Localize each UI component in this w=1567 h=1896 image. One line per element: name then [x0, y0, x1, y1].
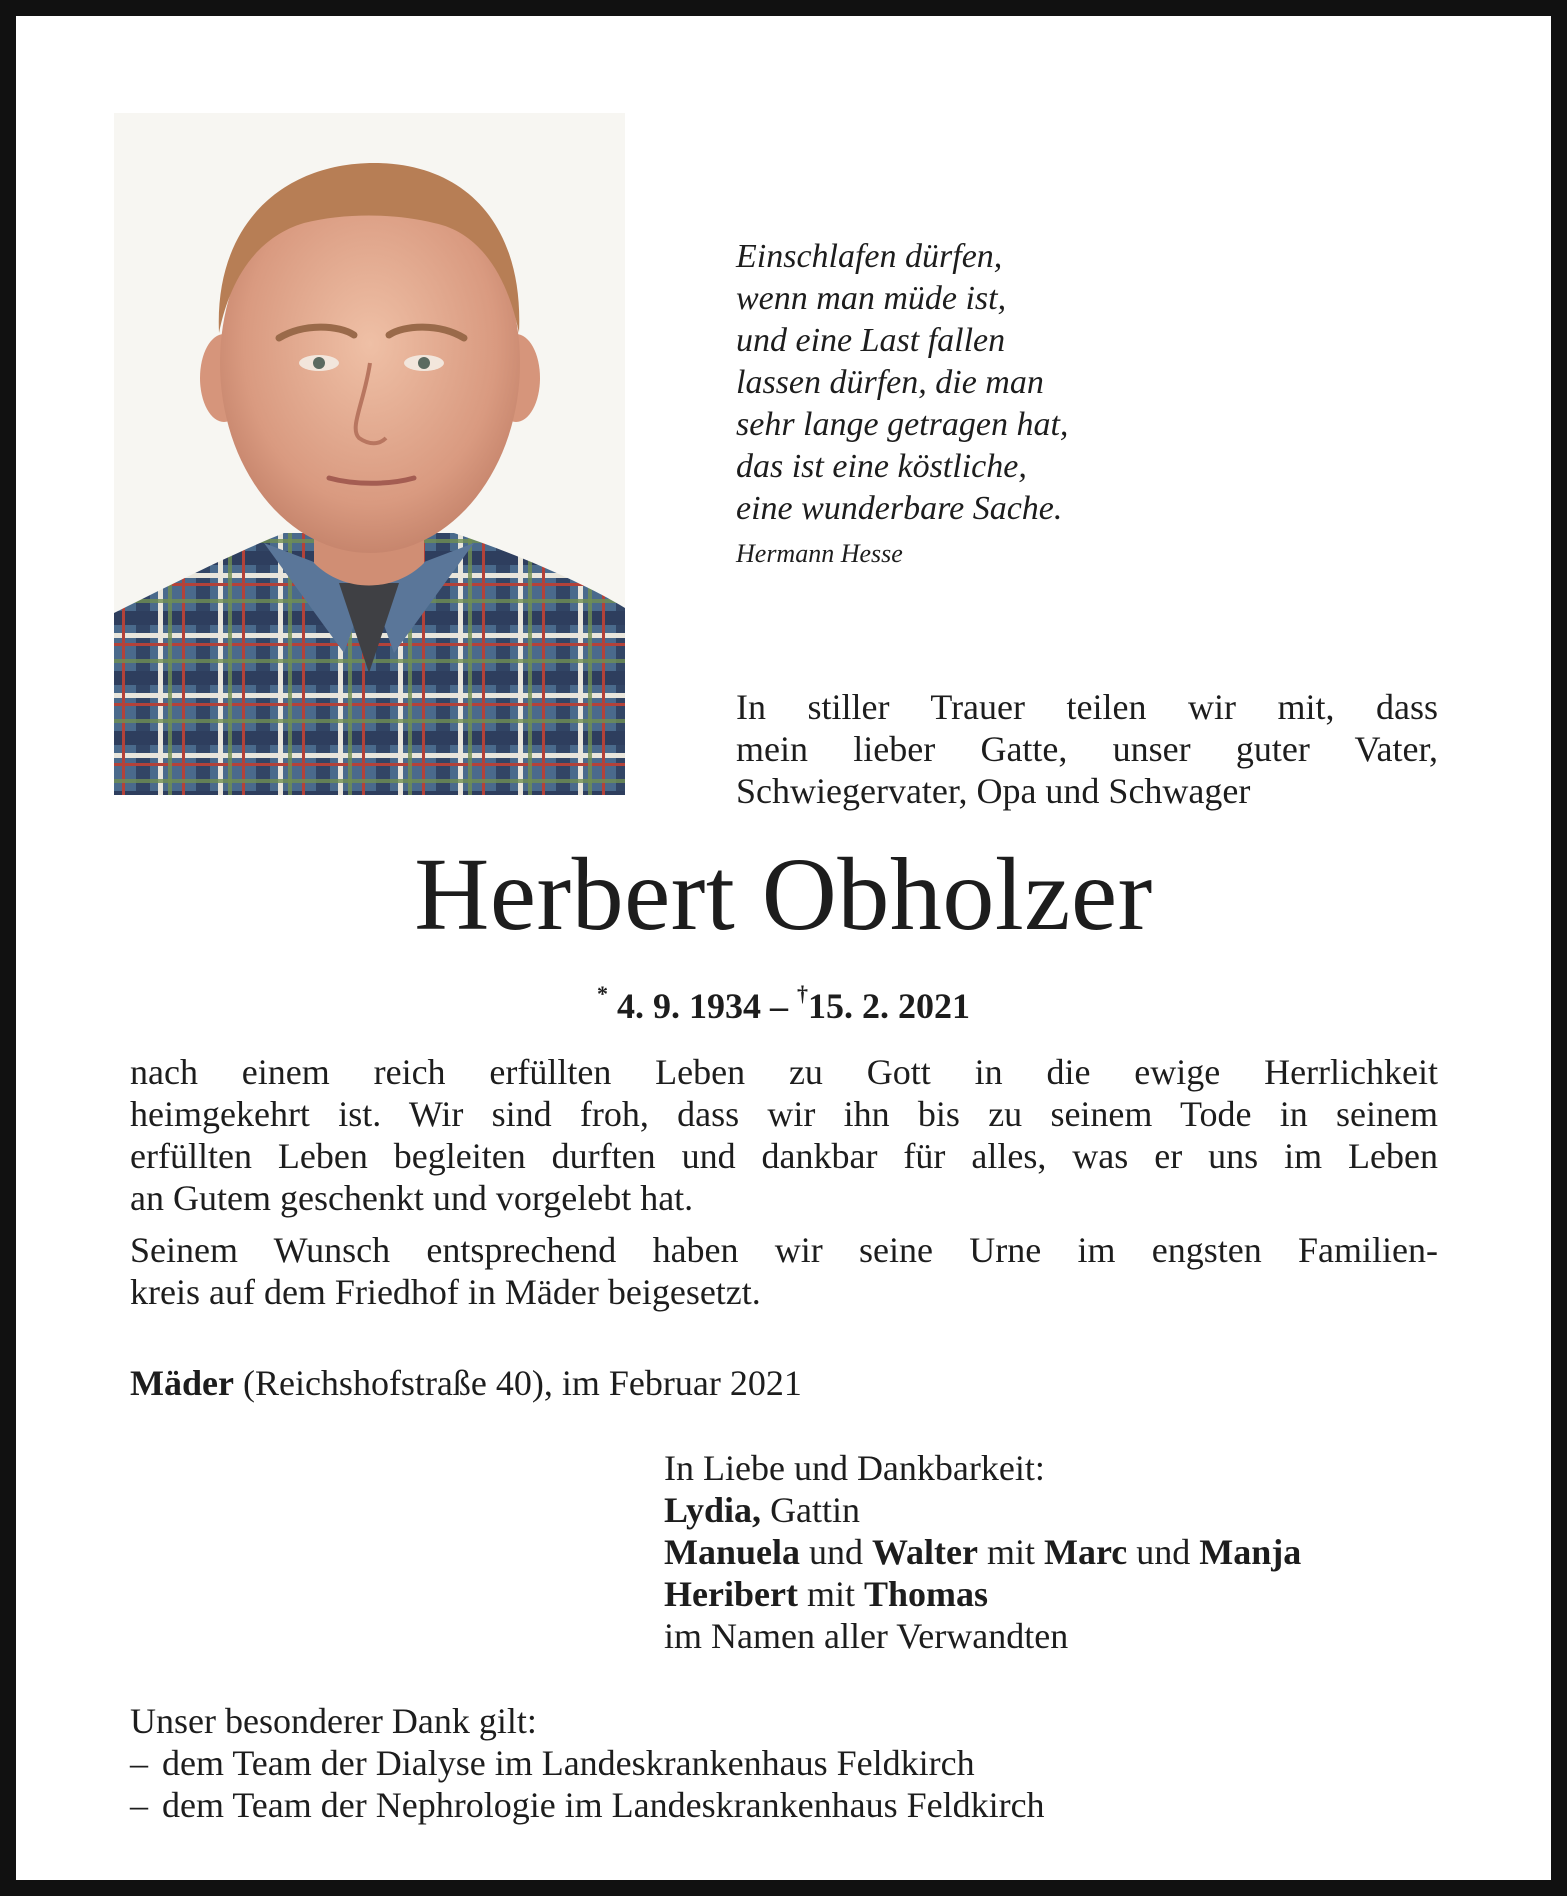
birth-symbol: *: [597, 981, 608, 1006]
paragraph-1: [130, 1051, 1438, 1219]
address-date: (Reichshofstraße 40), im Februar 2021: [233, 1363, 802, 1403]
thanks-section: [130, 1700, 1045, 1826]
death-date: 15. 2. 2021: [808, 986, 970, 1026]
mourner-name: Heribert: [664, 1574, 798, 1614]
mourner-name: Manja: [1199, 1532, 1302, 1572]
thanks-item: [130, 1742, 1045, 1784]
thanks-item-text: dem Team der Dialyse im Landeskrankenhaus Feldkirch: [162, 1743, 975, 1783]
signoff-row-spouse: [664, 1489, 1301, 1531]
body-line: an Gutem geschenkt und vorgelebt hat.: [130, 1178, 694, 1218]
mourner-name: Walter: [872, 1532, 978, 1572]
thanks-heading: Unser besonderer Dank gilt:: [130, 1701, 537, 1741]
body-line: heimgekehrt ist. Wir sind froh, dass wir ihn bis zu seinem Tode in seinem: [130, 1094, 1438, 1134]
poem-line: das ist eine köstliche,: [736, 448, 1027, 485]
poem-line: eine wunderbare Sache.: [736, 490, 1063, 527]
portrait-illustration: [114, 113, 625, 795]
signoff: [664, 1447, 1301, 1657]
connector: mit: [797, 1574, 864, 1614]
place-date-line: [130, 1362, 802, 1404]
thanks-item: [130, 1784, 1045, 1826]
connector: mit: [977, 1532, 1044, 1572]
mourner-name: Manuela: [664, 1532, 801, 1572]
poem-line: lassen dürfen, die man: [736, 364, 1044, 401]
intro-line: Schwiegervater, Opa und Schwager: [736, 771, 1251, 811]
signoff-row-son: [664, 1573, 1301, 1615]
death-symbol: †: [797, 981, 808, 1006]
birth-date: 4. 9. 1934: [617, 986, 761, 1026]
intro-line: mein lieber Gatte, unser guter Vater,: [736, 729, 1438, 769]
portrait-photo: [114, 113, 625, 795]
mourner-role: Gattin: [761, 1490, 861, 1530]
intro-line: In stiller Trauer teilen wir mit, dass: [736, 687, 1438, 727]
body-text: [130, 1051, 1438, 1313]
dash-bullet: –: [130, 1785, 148, 1825]
body-line: erfüllten Leben begleiten durften und dankbar für alles, was er uns im Leben: [130, 1136, 1438, 1176]
connector: und: [800, 1532, 873, 1572]
dash-bullet: –: [130, 1743, 148, 1783]
signoff-heading: In Liebe und Dankbarkeit:: [664, 1448, 1045, 1488]
poem: [736, 236, 1236, 570]
mourner-name: Marc: [1044, 1532, 1128, 1572]
date-separator: –: [770, 986, 788, 1026]
body-line: Seinem Wunsch entsprechend haben wir seine Urne im engsten Familien-: [130, 1230, 1438, 1270]
poem-line: Einschlafen dürfen,: [736, 238, 1003, 275]
town-name: Mäder: [130, 1363, 234, 1403]
thanks-item-text: dem Team der Nephrologie im Landeskrankenhaus Feldkirch: [162, 1785, 1045, 1825]
body-line: nach einem reich erfüllten Leben zu Gott in die ewige Herrlichkeit: [130, 1052, 1438, 1092]
deceased-name: Herbert Obholzer: [414, 837, 1153, 952]
poem-line: sehr lange getragen hat,: [736, 406, 1069, 443]
signoff-closing: im Namen aller Verwandten: [664, 1616, 1069, 1656]
connector: und: [1127, 1532, 1200, 1572]
mourner-name: Lydia,: [664, 1490, 762, 1530]
signoff-row-children: [664, 1531, 1301, 1573]
mourner-name: Thomas: [863, 1574, 988, 1614]
poem-line: und eine Last fallen: [736, 322, 1006, 359]
intro-text: [736, 686, 1438, 812]
body-line: kreis auf dem Friedhof in Mäder beigesetzt.: [130, 1272, 761, 1312]
life-dates: [0, 976, 1567, 1028]
poem-line: wenn man müde ist,: [736, 280, 1007, 317]
poem-author: Hermann Hesse: [736, 539, 903, 568]
paragraph-2: [130, 1229, 1438, 1313]
